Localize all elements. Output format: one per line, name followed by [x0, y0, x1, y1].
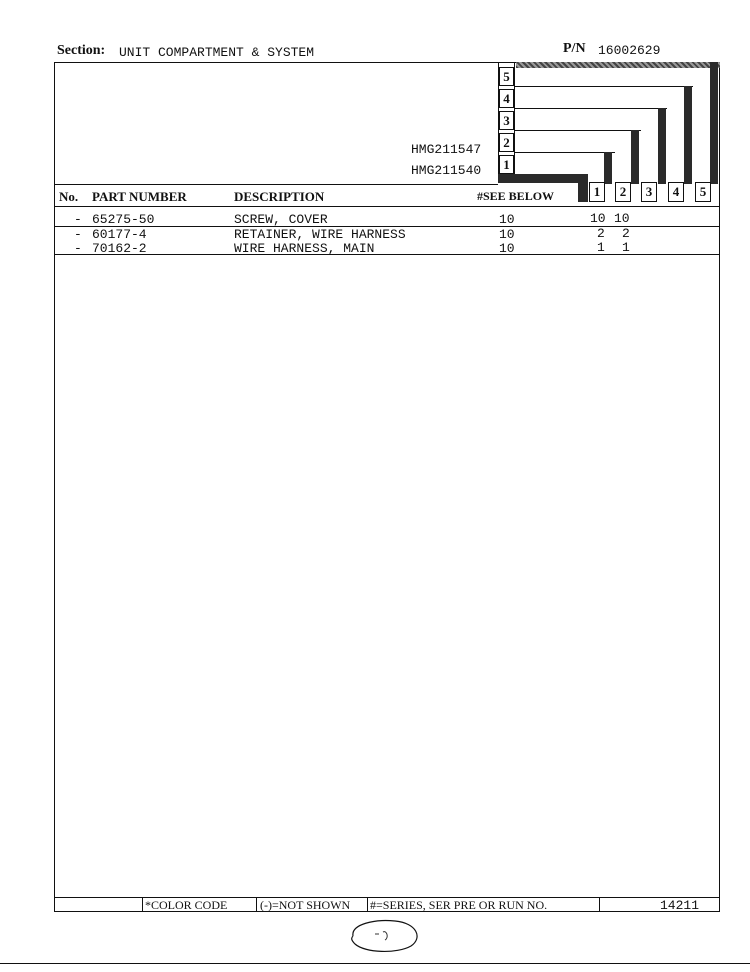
- model-name-2: HMG211547: [411, 142, 482, 157]
- row-qty-2: 1: [622, 240, 630, 255]
- model-number-1: 1: [499, 155, 514, 174]
- pn-value: 16002629: [598, 43, 661, 58]
- row-description: WIRE HARNESS, MAIN: [234, 241, 375, 256]
- row-qty-1: 2: [597, 226, 605, 241]
- col-header-description: DESCRIPTION: [234, 189, 325, 204]
- model-col-4: 4: [668, 182, 684, 202]
- pn-label: P/N: [563, 41, 586, 56]
- step-shade-2: [631, 130, 639, 184]
- col-header-no: No.: [59, 189, 79, 204]
- row-description: RETAINER, WIRE HARNESS: [234, 227, 406, 242]
- row-no: -: [74, 241, 82, 256]
- model-number-2: 2: [499, 133, 514, 152]
- row-see-below: 10: [499, 241, 515, 256]
- row-part-number: 65275-50: [92, 212, 155, 227]
- footer-page-code: 14211: [660, 898, 700, 913]
- model-col-3: 3: [641, 182, 657, 202]
- col-header-see-below: #SEE BELOW: [477, 189, 555, 203]
- model-col-5: 5: [695, 182, 711, 202]
- step-shade-3: [658, 108, 666, 184]
- model-number-3: 3: [499, 111, 514, 130]
- model-col-1: 1: [589, 182, 605, 202]
- base-shade-2: [578, 174, 588, 202]
- section-label: Section:: [57, 43, 106, 58]
- right-shade-5: [710, 62, 718, 184]
- model-number-4: 4: [499, 89, 514, 108]
- row-part-number: 60177-4: [92, 227, 147, 242]
- row-qty-1: 10: [590, 211, 606, 226]
- row-see-below: 10: [499, 212, 515, 227]
- row-see-below: 10: [499, 227, 515, 242]
- top-shade: [516, 62, 720, 68]
- footer-series-note: #=SERIES, SER PRE OR RUN NO.: [370, 898, 548, 912]
- footer-not-shown: (-)=NOT SHOWN: [260, 898, 351, 912]
- section-value: UNIT COMPARTMENT & SYSTEM: [119, 45, 315, 60]
- row-qty-2: 2: [622, 226, 630, 241]
- row-no: -: [74, 212, 82, 227]
- footer-color-code: *COLOR CODE: [145, 898, 228, 912]
- row-description: SCREW, COVER: [234, 212, 328, 227]
- model-number-5: 5: [499, 67, 514, 86]
- step-shade-1: [604, 152, 612, 184]
- row-part-number: 70162-2: [92, 241, 147, 256]
- model-col-2: 2: [615, 182, 631, 202]
- row-no: -: [74, 227, 82, 242]
- row-qty-1: 1: [597, 240, 605, 255]
- handwritten-oval-mark: [345, 916, 425, 956]
- step-shade-4: [684, 86, 692, 184]
- base-shade: [498, 174, 588, 183]
- row-qty-2: 10: [614, 211, 630, 226]
- col-header-part-number: PART NUMBER: [92, 189, 187, 204]
- model-name-1: HMG211540: [411, 163, 482, 178]
